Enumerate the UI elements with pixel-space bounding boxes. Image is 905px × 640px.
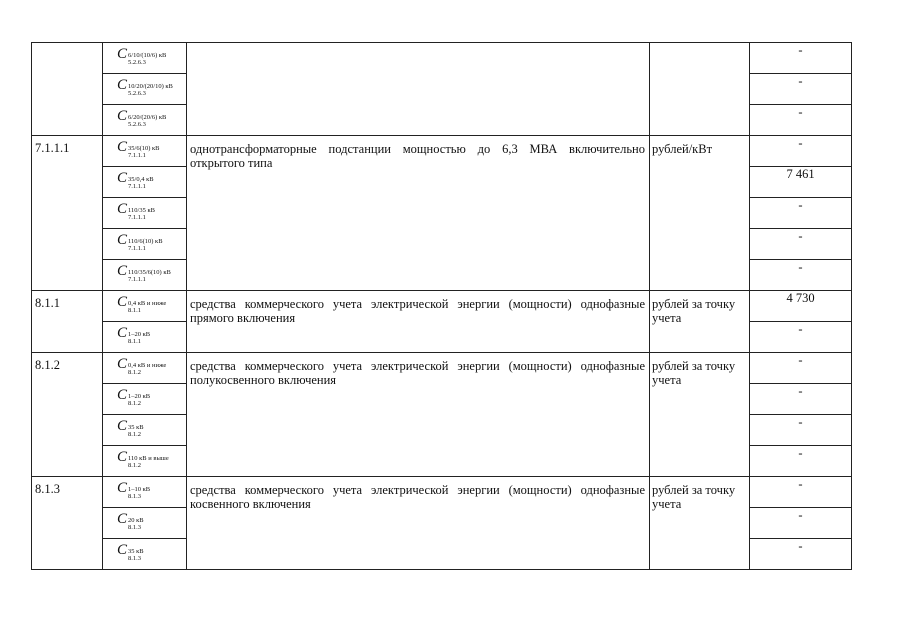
description: средства коммерческого учета электрической энергии (мощности) однофазные косвенного включения <box>187 477 650 570</box>
rate-subscript: 7.1.1.1 <box>128 152 146 159</box>
section-number: 8.1.2 <box>32 353 103 477</box>
description <box>187 43 650 136</box>
rate-value: - <box>750 105 852 136</box>
rate-symbol: C <box>117 108 128 124</box>
rate-value: - <box>750 477 852 508</box>
rate-superscript: 0,4 кВ и ниже <box>128 362 167 369</box>
rate-symbol: C <box>117 294 128 310</box>
section-number: 8.1.1 <box>32 291 103 353</box>
section-number: 8.1.3 <box>32 477 103 570</box>
rate-code <box>103 136 187 167</box>
rate-code <box>103 539 187 570</box>
rate-subscript: 8.1.2 <box>128 369 142 376</box>
rate-symbol: C <box>117 480 128 496</box>
rate-value: - <box>750 322 852 353</box>
rate-code <box>103 260 187 291</box>
rate-symbol: C <box>117 46 128 62</box>
rate-superscript: 35/6(10) кВ <box>128 145 160 152</box>
rate-value: - <box>750 539 852 570</box>
unit: рублей за точку учета <box>650 291 750 353</box>
description: средства коммерческого учета электрической энергии (мощности) однофазные прямого включения <box>187 291 650 353</box>
rate-subscript: 7.1.1.1 <box>128 183 146 190</box>
description: однотрансформаторные подстанции мощностью до 6,3 МВА включительно открытого типа <box>187 136 650 291</box>
rate-subscript: 5.2.6.3 <box>128 90 146 97</box>
rate-value: 4 730 <box>750 291 852 322</box>
table-row <box>32 43 852 74</box>
rate-code <box>103 446 187 477</box>
rate-superscript: 110/6(10) кВ <box>128 238 163 245</box>
rate-code <box>103 198 187 229</box>
rate-value: - <box>750 43 852 74</box>
section-number <box>32 43 103 136</box>
rate-subscript: 8.1.3 <box>128 555 142 562</box>
rate-subscript: 7.1.1.1 <box>128 276 146 283</box>
rate-code <box>103 415 187 446</box>
description: средства коммерческого учета электрической энергии (мощности) однофазные полукосвенного включения <box>187 353 650 477</box>
rate-subscript: 8.1.2 <box>128 400 142 407</box>
rate-value: - <box>750 229 852 260</box>
rate-code <box>103 508 187 539</box>
table-row <box>32 136 852 167</box>
rate-superscript: 1–20 кВ <box>128 331 151 338</box>
rate-code <box>103 384 187 415</box>
rate-subscript: 8.1.3 <box>128 524 142 531</box>
rate-value: - <box>750 415 852 446</box>
rate-value: - <box>750 74 852 105</box>
unit: рублей за точку учета <box>650 477 750 570</box>
rate-code <box>103 167 187 198</box>
rate-code <box>103 105 187 136</box>
rate-superscript: 6/20/(20/6) кВ <box>128 114 167 121</box>
rate-superscript: 110 кВ и выше <box>128 455 169 462</box>
rate-code <box>103 74 187 105</box>
rate-superscript: 110/35 кВ <box>128 207 155 214</box>
rate-subscript: 7.1.1.1 <box>128 214 146 221</box>
rate-symbol: C <box>117 139 128 155</box>
rate-symbol: C <box>117 387 128 403</box>
rate-symbol: C <box>117 170 128 186</box>
rate-subscript: 7.1.1.1 <box>128 245 146 252</box>
rate-value: - <box>750 136 852 167</box>
rate-symbol: C <box>117 201 128 217</box>
rate-superscript: 6/10/(10/6) кВ <box>128 52 167 59</box>
rate-symbol: C <box>117 325 128 341</box>
rate-subscript: 8.1.1 <box>128 307 142 314</box>
unit <box>650 43 750 136</box>
rate-symbol: C <box>117 418 128 434</box>
unit: рублей/кВт <box>650 136 750 291</box>
rate-subscript: 8.1.2 <box>128 462 142 469</box>
rate-superscript: 1–20 кВ <box>128 393 151 400</box>
rate-code <box>103 229 187 260</box>
rate-value: - <box>750 353 852 384</box>
rate-subscript: 8.1.1 <box>128 338 142 345</box>
rate-value: - <box>750 508 852 539</box>
table-row <box>32 353 852 384</box>
rate-symbol: C <box>117 511 128 527</box>
rate-symbol: C <box>117 449 128 465</box>
rate-subscript: 5.2.6.3 <box>128 121 146 128</box>
rate-code <box>103 353 187 384</box>
rate-code <box>103 291 187 322</box>
rate-superscript: 1–10 кВ <box>128 486 151 493</box>
rate-subscript: 8.1.2 <box>128 431 142 438</box>
rate-subscript: 8.1.3 <box>128 493 142 500</box>
tariff-table-body <box>32 43 852 570</box>
rate-superscript: 20 кВ <box>128 517 144 524</box>
rate-code <box>103 477 187 508</box>
rate-superscript: 110/35/6(10) кВ <box>128 269 171 276</box>
rate-value: - <box>750 446 852 477</box>
rate-symbol: C <box>117 542 128 558</box>
rate-value: 7 461 <box>750 167 852 198</box>
rate-value: - <box>750 384 852 415</box>
rate-value: - <box>750 198 852 229</box>
tariff-table <box>31 42 852 570</box>
unit: рублей за точку учета <box>650 353 750 477</box>
rate-symbol: C <box>117 77 128 93</box>
rate-superscript: 35/0,4 кВ <box>128 176 154 183</box>
rate-superscript: 35 кВ <box>128 548 144 555</box>
rate-value: - <box>750 260 852 291</box>
rate-superscript: 35 кВ <box>128 424 144 431</box>
rate-superscript: 10/20/(20/10) кВ <box>128 83 173 90</box>
rate-code <box>103 322 187 353</box>
section-number: 7.1.1.1 <box>32 136 103 291</box>
rate-symbol: C <box>117 232 128 248</box>
rate-subscript: 5.2.6.3 <box>128 59 146 66</box>
table-row <box>32 291 852 322</box>
rate-superscript: 0,4 кВ и ниже <box>128 300 167 307</box>
rate-symbol: C <box>117 263 128 279</box>
rate-code <box>103 43 187 74</box>
table-row <box>32 477 852 508</box>
rate-symbol: C <box>117 356 128 372</box>
